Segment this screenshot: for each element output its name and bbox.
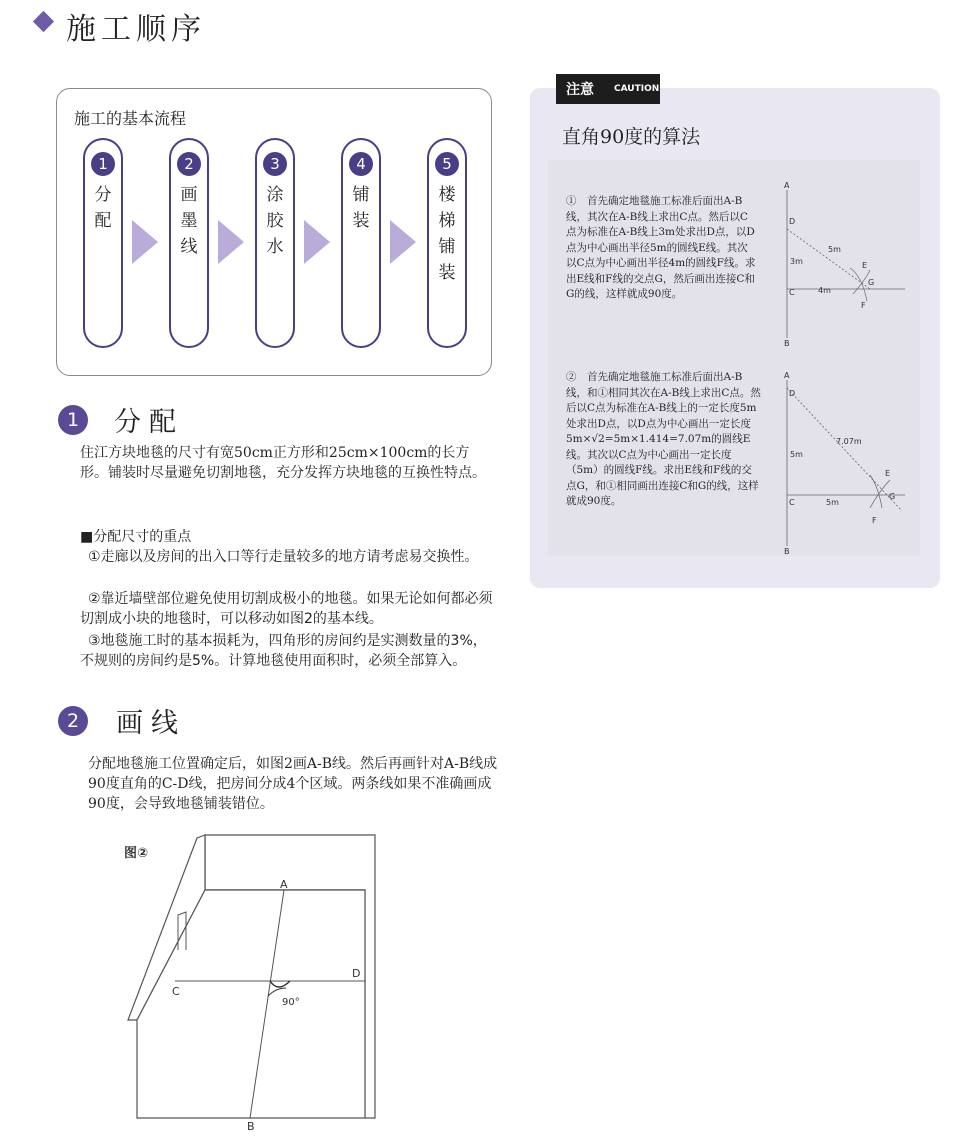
step-number: 2 bbox=[177, 152, 201, 176]
diagram2-cd: 5m bbox=[790, 450, 803, 459]
diagram2-label-b: B bbox=[784, 547, 790, 556]
caution-method-2: ② 首先确定地毯施工标准后面出A-B线，和①相同其次在A-B线上求出C点。然后以C点为标准在A-B线上的一定长度5m处求出D点，以D点为中心画出一定长度5m×√2=5m×1.414=7.07m的圆线E线。其次以C点为中心画出一定长度（5m）的圆线F线。求出E线和F线的交点G，和①相同画出连接C和G的线，这样就成90度。 bbox=[566, 371, 761, 507]
diagram1-label-b: B bbox=[784, 339, 790, 348]
section1-point-1: ①走廊以及房间的出入口等行走量较多的地方请考虑易交换性。 bbox=[88, 549, 479, 565]
flow-title: 施工的基本流程 bbox=[74, 109, 187, 128]
flow-step-2 bbox=[169, 138, 209, 348]
section1-number: 1 bbox=[58, 405, 88, 435]
diagram1-label-a: A bbox=[784, 181, 790, 190]
diagram1-dg: 5m bbox=[828, 245, 841, 254]
step-label: 铺装 bbox=[352, 185, 370, 231]
diagram2-label-a: A bbox=[784, 371, 790, 380]
caution-tab-en: CAUTION bbox=[614, 84, 660, 94]
section1-title: 分配 bbox=[114, 407, 184, 438]
section1-point-2: ②靠近墙壁部位避免使用切割成极小的地毯。如果无论如何都必须切割成小块的地毯时，可以移动如图2的基本线。 bbox=[80, 591, 493, 627]
figure-label-a: A bbox=[280, 878, 288, 891]
diagram1-label-g: G bbox=[868, 278, 875, 287]
step-label: 分配 bbox=[94, 185, 112, 231]
figure-angle: 90° bbox=[282, 997, 300, 1008]
caution-title: 直角90度的算法 bbox=[562, 126, 701, 148]
diagram1-label-f: F bbox=[861, 301, 866, 310]
flow-step-1 bbox=[83, 138, 123, 348]
step-number: 5 bbox=[435, 152, 459, 176]
header-diamond-icon bbox=[33, 11, 54, 32]
diagram1-cg: 4m bbox=[818, 286, 831, 295]
room-figure bbox=[110, 830, 390, 1135]
flow-arrow-icon bbox=[390, 220, 416, 264]
flow-step-3 bbox=[255, 138, 295, 348]
section2-number: 2 bbox=[58, 706, 88, 736]
step-number: 4 bbox=[349, 152, 373, 176]
flow-step-5 bbox=[427, 138, 467, 348]
right-angle-diagram-2 bbox=[770, 368, 920, 558]
diagram1-label-d: D bbox=[789, 217, 796, 226]
section2-body: 分配地毯施工位置确定后，如图2画A-B线。然后再画针对A-B线成90度直角的C-D线，把房间分成4个区域。两条线如果不准确画成90度，会导致地毯铺装错位。 bbox=[88, 756, 498, 812]
flow-arrow-icon bbox=[304, 220, 330, 264]
section1-intro: 住江方块地毯的尺寸有宽50cm正方形和25cm×100cm的长方形。铺装时尽量避免切割地毯，充分发挥方块地毯的互换性特点。 bbox=[80, 445, 486, 481]
diagram2-label-g: G bbox=[889, 492, 896, 501]
section1-points-title: ■分配尺寸的重点 bbox=[80, 529, 192, 545]
diagram2-label-e: E bbox=[885, 469, 891, 478]
section2-title: 画线 bbox=[116, 708, 186, 739]
figure-label-c: C bbox=[172, 985, 180, 998]
figure-label-b: B bbox=[247, 1120, 255, 1133]
caution-method-1: ① 首先确定地毯施工标准后面出A-B线，其次在A-B线上求出C点。然后以C点为标准在A-B线上3m处求出D点，以D点为中心画出半径5m的圆线E线。其次以C点为中心画出半径4m的圆线F线。求出E线和F线的交点G，然后画出连接C和G的线，这样就成90度。 bbox=[566, 195, 756, 300]
step-number: 3 bbox=[263, 152, 287, 176]
step-label: 楼梯铺装 bbox=[438, 185, 456, 283]
figure-label: 图② bbox=[124, 846, 149, 861]
diagram2-cg: 5m bbox=[826, 498, 839, 507]
section1-point-3: ③地毯施工时的基本损耗为，四角形的房间约是实测数量的3%，不规则的房间约是5%。计算地毯使用面积时，必须全部算入。 bbox=[80, 633, 487, 669]
diagram1-label-c: C bbox=[789, 288, 795, 297]
right-angle-diagram-1 bbox=[770, 176, 920, 348]
step-label: 画墨线 bbox=[180, 185, 198, 257]
flow-step-4 bbox=[341, 138, 381, 348]
step-label: 涂胶水 bbox=[266, 185, 284, 257]
figure-label-d: D bbox=[352, 967, 361, 980]
diagram1-cd: 3m bbox=[790, 257, 803, 266]
diagram2-dg: 7.07m bbox=[836, 437, 862, 446]
flow-arrow-icon bbox=[132, 220, 158, 264]
diagram2-label-f: F bbox=[872, 516, 877, 525]
step-number: 1 bbox=[91, 152, 115, 176]
diagram2-label-d: D bbox=[789, 389, 796, 398]
diagram1-label-e: E bbox=[862, 261, 868, 270]
page-title: 施工顺序 bbox=[66, 12, 206, 47]
diagram2-label-c: C bbox=[789, 498, 795, 507]
caution-tab-label: 注意 bbox=[566, 82, 594, 98]
flow-arrow-icon bbox=[218, 220, 244, 264]
